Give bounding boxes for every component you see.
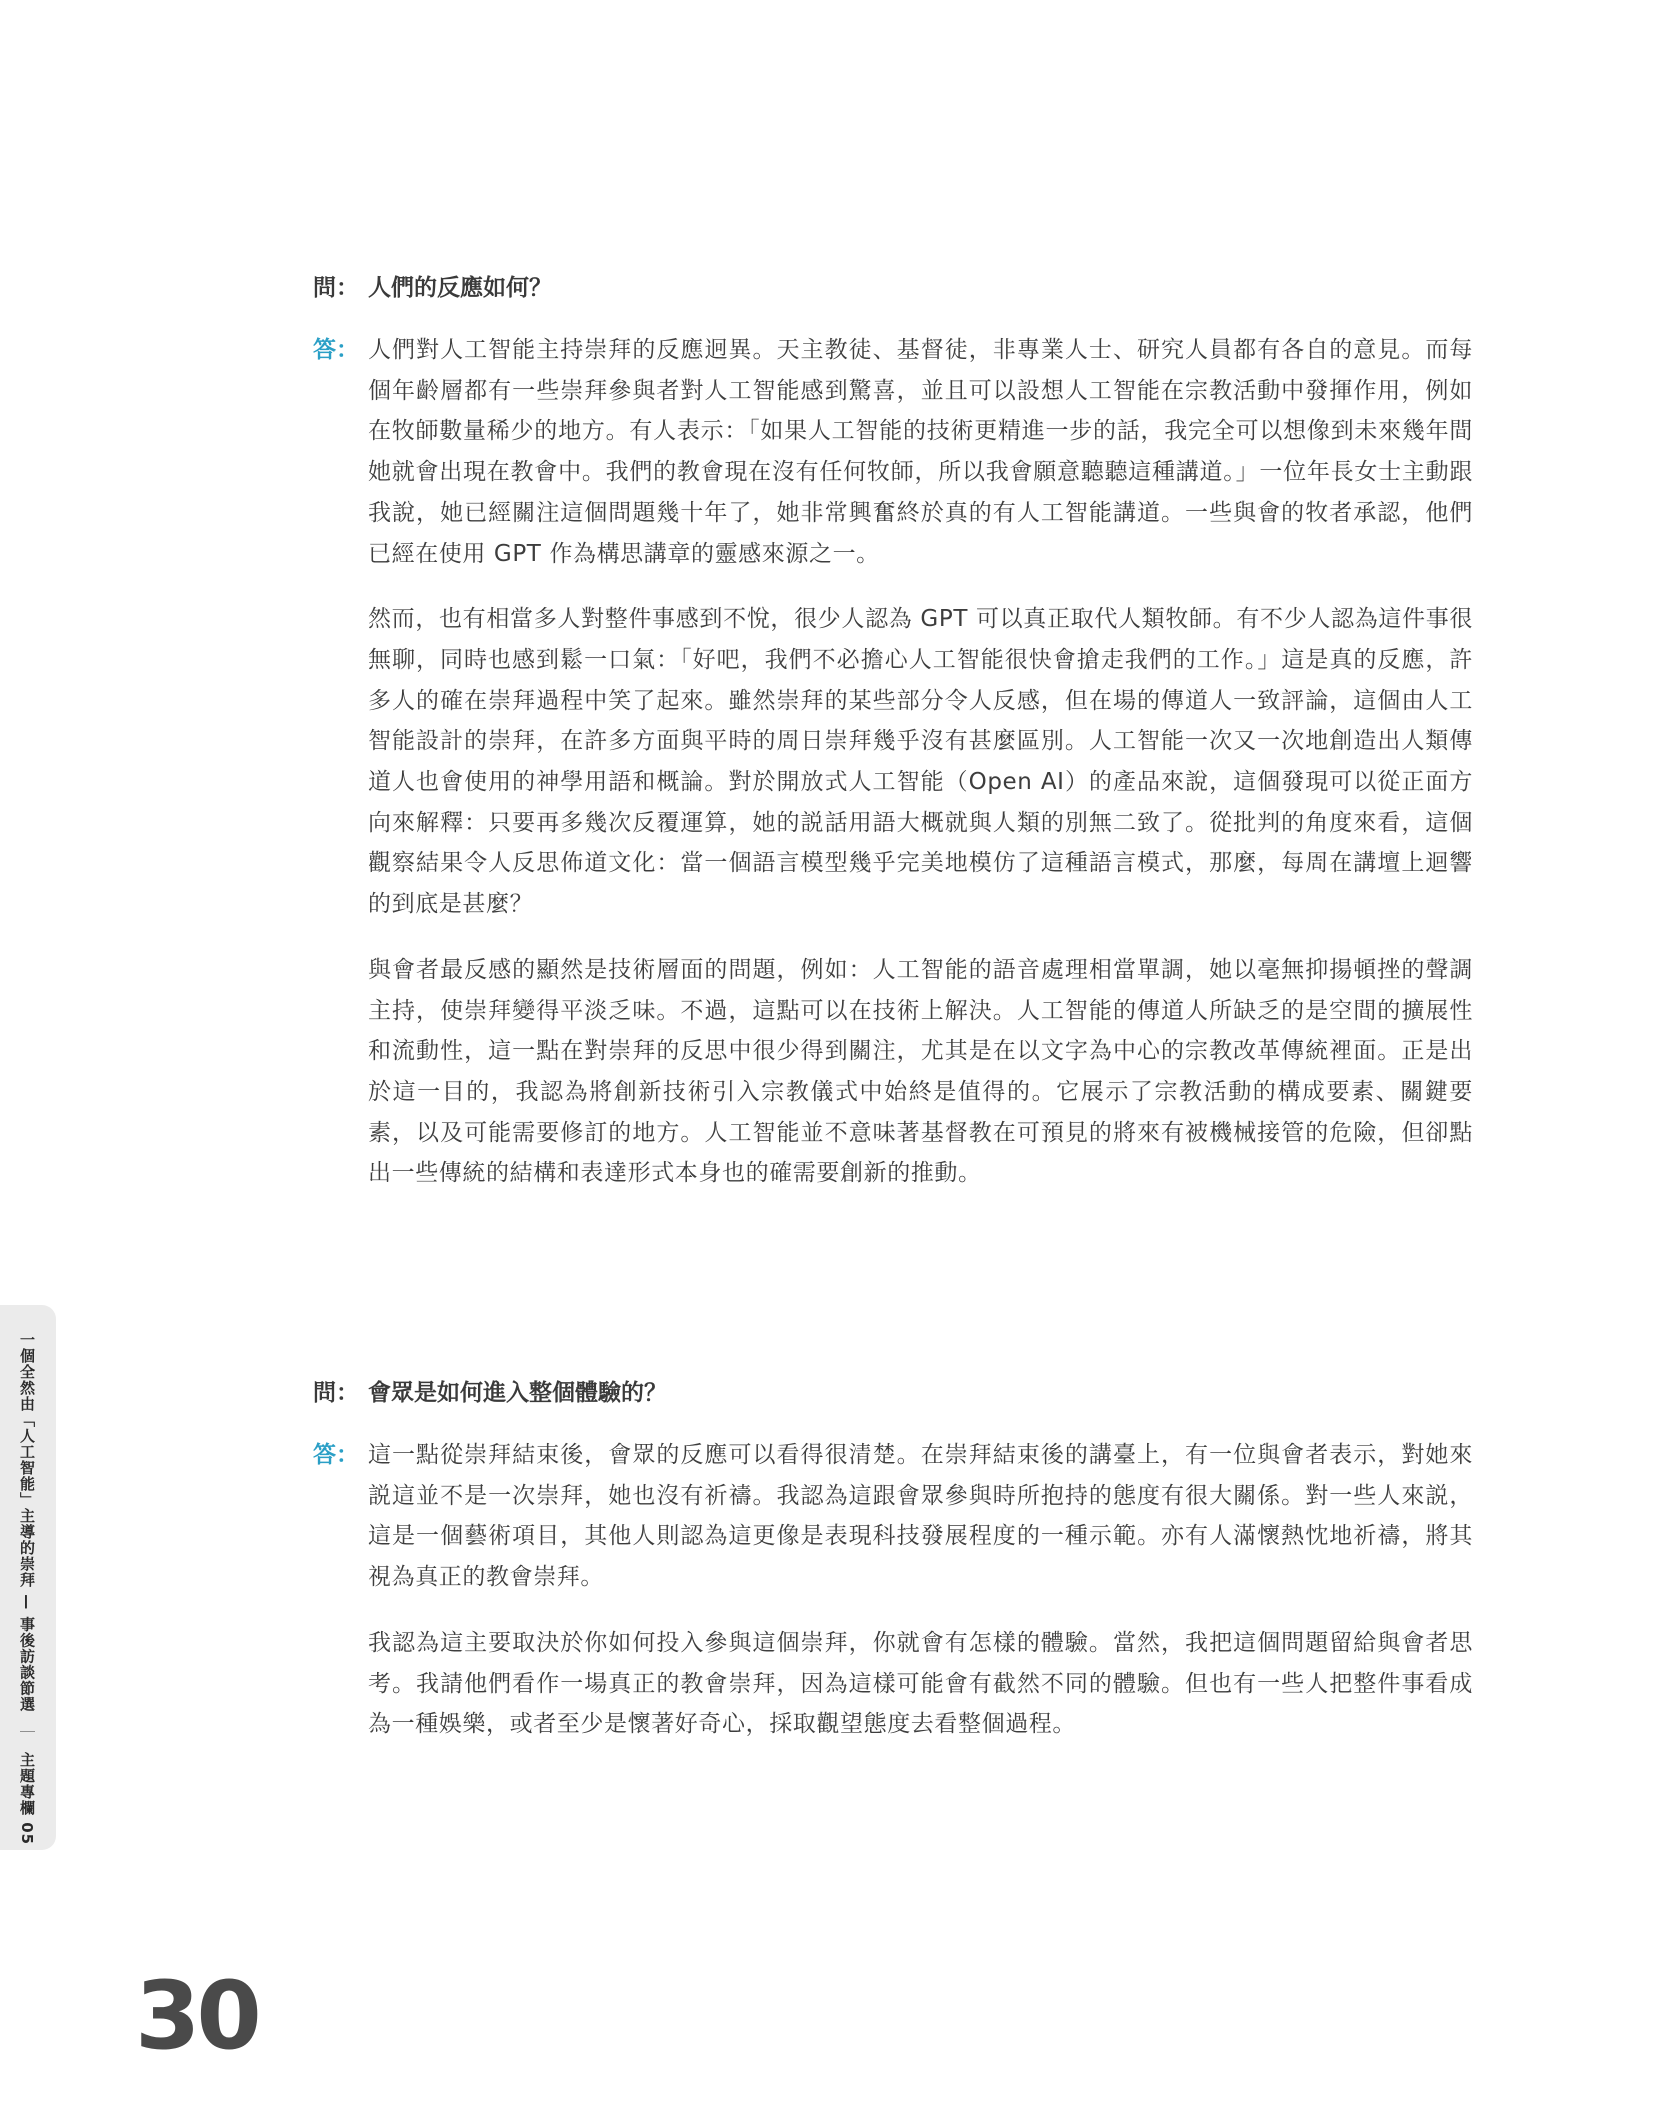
- question-label: 問：: [313, 1380, 359, 1406]
- qa-section-1: [313, 268, 1473, 1219]
- answer-paragraph: 然而，也有相當多人對整件事感到不悅，很少人認為 GPT 可以真正取代人類牧師。有不少人認為這件事很無聊，同時也感到鬆一口氣：「好吧，我們不必擔心人工智能很快會搶走我們的工作。」這是真的反應，許多人的確在崇拜過程中笑了起來。雖然崇拜的某些部分令人反感，但在場的傳道人一致評論，這個由人工智能設計的崇拜，在許多方面與平時的周日崇拜幾乎沒有甚麼區別。人工智能一次又一次地創造出人類傳道人也會使用的神學用語和概論。對於開放式人工智能（Open AI）的產品來說，這個發現可以從正面方向來解釋：只要再多幾次反覆運算，她的説話用語大概就與人類的別無二致了。從批判的角度來看，這個觀察結果令人反思佈道文化：當一個語言模型幾乎完美地模仿了這種語言模式，那麼，每周在講壇上迴響的到底是甚麼？: [368, 606, 1473, 918]
- page-number: 30: [135, 1962, 258, 2071]
- question-row: [313, 268, 1473, 308]
- question-text: 人們的反應如何？: [368, 275, 552, 301]
- side-tab-separator: ｜: [18, 1724, 36, 1741]
- answer-paragraph: 這一點從崇拜結束後，會眾的反應可以看得很清楚。在崇拜結束後的講臺上，有一位與會者表示，對她來説這並不是一次崇拜，她也沒有祈禱。我認為這跟會眾參與時所抱持的態度有很大關係。對一些人來説，這是一個藝術項目，其他人則認為這更像是表現科技發展程度的一種示範。亦有人滿懷熱忱地祈禱，將其視為真正的教會崇拜。: [368, 1442, 1473, 1591]
- side-tab-text: [14, 1332, 40, 1845]
- answer-body: [368, 1435, 1473, 1770]
- answer-row: [313, 1435, 1473, 1770]
- answer-row: [313, 330, 1473, 1219]
- answer-paragraph: 與會者最反感的顯然是技術層面的問題，例如：人工智能的語音處理相當單調，她以毫無抑揚頓挫的聲調主持，使崇拜變得平淡乏味。不過，這點可以在技術上解決。人工智能的傳道人所缺乏的是空間的擴展性和流動性，這一點在對崇拜的反思中很少得到關注，尤其是在以文字為中心的宗教改革傳統裡面。正是出於這一目的，我認為將創新技術引入宗教儀式中始終是值得的。它展示了宗教活動的構成要素、關鍵要素，以及可能需要修訂的地方。人工智能並不意味著基督教在可預見的將來有被機械接管的危險，但卻點出一些傳統的結構和表達形式本身也的確需要創新的推動。: [368, 956, 1473, 1187]
- side-tab-section: 主題專欄 05: [18, 1752, 36, 1846]
- answer-paragraph: 我認為這主要取決於你如何投入參與這個崇拜，你就會有怎樣的體驗。當然，我把這個問題留給與會者思考。我請他們看作一場真正的教會崇拜，因為這樣可能會有截然不同的體驗。但也有一些人把整件事看成為一種娛樂，或者至少是懷著好奇心，採取觀望態度去看整個過程。: [368, 1629, 1473, 1738]
- question-label: 問：: [313, 275, 359, 301]
- answer-label: 答：: [313, 1442, 359, 1468]
- side-tab-title: 一個全然由「人工智能」主導的崇拜 — 事後訪談節選: [18, 1332, 36, 1713]
- question-row: [313, 1373, 1473, 1413]
- qa-section-2: [313, 1373, 1473, 1770]
- answer-body: [368, 330, 1473, 1219]
- answer-label: 答：: [313, 337, 359, 363]
- question-text: 會眾是如何進入整個體驗的？: [368, 1380, 667, 1406]
- answer-paragraph: 人們對人工智能主持崇拜的反應迥異。天主教徒、基督徒，非專業人士、研究人員都有各自的意見。而每個年齡層都有一些崇拜參與者對人工智能感到驚喜，並且可以設想人工智能在宗教活動中發揮作用，例如在牧師數量稀少的地方。有人表示：「如果人工智能的技術更精進一步的話，我完全可以想像到未來幾年間她就會出現在教會中。我們的教會現在沒有任何牧師，所以我會願意聽聽這種講道。」一位年長女士主動跟我說，她已經關注這個問題幾十年了，她非常興奮終於真的有人工智能講道。一些與會的牧者承認，他們已經在使用 GPT 作為構思講章的靈感來源之一。: [368, 337, 1473, 567]
